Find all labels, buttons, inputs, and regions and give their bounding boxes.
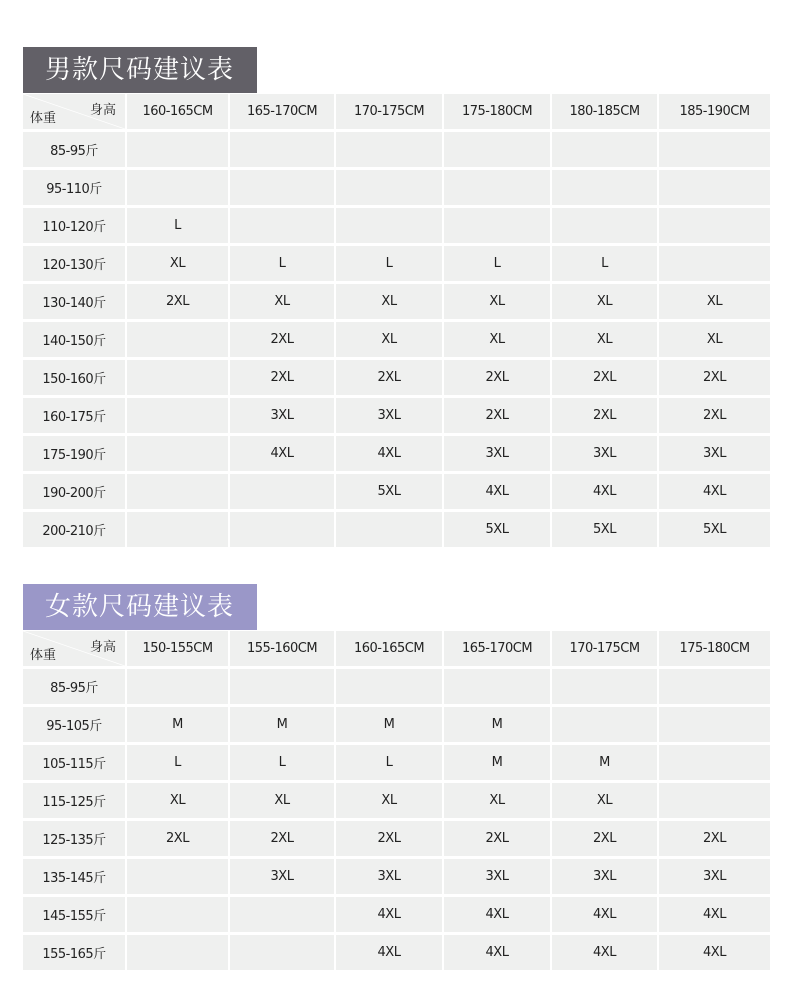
size-cell: 2XL (444, 398, 550, 433)
size-cell: 3XL (336, 398, 442, 433)
size-cell: 4XL (336, 935, 442, 970)
size-cell (127, 897, 228, 932)
weight-row-header: 105-115斤 (23, 745, 125, 780)
size-cell: 2XL (552, 821, 657, 856)
size-cell (127, 398, 228, 433)
size-cell: 3XL (230, 859, 334, 894)
size-cell (127, 512, 228, 547)
size-cell (230, 474, 334, 509)
size-cell: L (127, 745, 228, 780)
size-cell (127, 859, 228, 894)
size-cell: 2XL (659, 360, 770, 395)
size-cell: 2XL (127, 284, 228, 319)
size-cell: XL (659, 322, 770, 357)
size-cell (230, 669, 334, 704)
weight-row-header: 155-165斤 (23, 935, 125, 970)
size-cell: 5XL (552, 512, 657, 547)
size-cell: L (444, 246, 550, 281)
weight-row-header: 140-150斤 (23, 322, 125, 357)
size-cell: XL (336, 284, 442, 319)
size-cell (444, 170, 550, 205)
size-cell: XL (336, 783, 442, 818)
size-cell: M (444, 707, 550, 742)
size-cell: 4XL (444, 474, 550, 509)
size-cell (444, 669, 550, 704)
size-cell (659, 170, 770, 205)
size-cell (230, 935, 334, 970)
weight-label: 体重 (30, 648, 57, 663)
size-cell: 4XL (336, 897, 442, 932)
height-column-header: 155-160CM (230, 631, 334, 666)
size-cell: 5XL (659, 512, 770, 547)
height-column-header: 165-170CM (230, 94, 334, 129)
height-column-header: 150-155CM (127, 631, 228, 666)
size-cell: 2XL (444, 360, 550, 395)
corner-header-cell (23, 94, 125, 129)
size-cell (127, 474, 228, 509)
size-cell: 2XL (444, 821, 550, 856)
weight-row-header: 190-200斤 (23, 474, 125, 509)
size-cell (659, 783, 770, 818)
size-cell (127, 132, 228, 167)
weight-row-header: 150-160斤 (23, 360, 125, 395)
size-cell: 3XL (444, 436, 550, 471)
size-cell: M (230, 707, 334, 742)
weight-row-header: 125-135斤 (23, 821, 125, 856)
size-cell (552, 132, 657, 167)
size-cell (127, 669, 228, 704)
size-cell: XL (659, 284, 770, 319)
size-cell (659, 132, 770, 167)
height-column-header: 185-190CM (659, 94, 770, 129)
height-column-header: 170-175CM (336, 94, 442, 129)
size-cell: XL (444, 284, 550, 319)
size-cell: M (336, 707, 442, 742)
male-size-chart-title: 男款尺码建议表 (23, 47, 257, 93)
weight-row-header: 175-190斤 (23, 436, 125, 471)
size-cell (230, 512, 334, 547)
height-column-header: 165-170CM (444, 631, 550, 666)
weight-row-header: 130-140斤 (23, 284, 125, 319)
size-cell: 4XL (552, 935, 657, 970)
size-cell: 2XL (336, 821, 442, 856)
height-column-header: 175-180CM (444, 94, 550, 129)
size-cell: 2XL (127, 821, 228, 856)
size-cell: 5XL (444, 512, 550, 547)
size-cell: 4XL (444, 935, 550, 970)
size-cell (552, 208, 657, 243)
height-column-header: 160-165CM (127, 94, 228, 129)
size-cell: 4XL (659, 935, 770, 970)
size-cell (444, 132, 550, 167)
weight-label: 体重 (30, 111, 57, 126)
size-cell (444, 208, 550, 243)
size-cell (230, 897, 334, 932)
size-cell (552, 170, 657, 205)
size-cell (336, 208, 442, 243)
size-cell (659, 745, 770, 780)
size-cell: 4XL (336, 436, 442, 471)
size-cell: L (230, 246, 334, 281)
size-cell: XL (444, 783, 550, 818)
height-column-header: 160-165CM (336, 631, 442, 666)
size-cell: L (127, 208, 228, 243)
size-cell: XL (552, 284, 657, 319)
size-cell: 3XL (552, 436, 657, 471)
size-cell: 4XL (230, 436, 334, 471)
size-cell: XL (230, 284, 334, 319)
size-cell: 2XL (659, 398, 770, 433)
size-cell: 3XL (230, 398, 334, 433)
size-cell (230, 208, 334, 243)
size-cell: 4XL (659, 474, 770, 509)
size-cell: XL (552, 322, 657, 357)
size-cell: XL (230, 783, 334, 818)
size-cell: 4XL (659, 897, 770, 932)
size-cell: XL (444, 322, 550, 357)
size-cell (659, 669, 770, 704)
size-cell: 3XL (336, 859, 442, 894)
height-label: 身高 (89, 640, 116, 655)
weight-row-header: 160-175斤 (23, 398, 125, 433)
weight-row-header: 85-95斤 (23, 132, 125, 167)
size-cell: L (336, 745, 442, 780)
weight-row-header: 95-105斤 (23, 707, 125, 742)
size-cell: 2XL (230, 360, 334, 395)
height-column-header: 175-180CM (659, 631, 770, 666)
weight-row-header: 200-210斤 (23, 512, 125, 547)
height-column-header: 180-185CM (552, 94, 657, 129)
size-cell: 2XL (659, 821, 770, 856)
weight-row-header: 85-95斤 (23, 669, 125, 704)
weight-row-header: 95-110斤 (23, 170, 125, 205)
weight-row-header: 120-130斤 (23, 246, 125, 281)
size-cell: L (552, 246, 657, 281)
size-cell: 4XL (552, 897, 657, 932)
size-cell: 5XL (336, 474, 442, 509)
size-cell: M (444, 745, 550, 780)
size-cell: 4XL (552, 474, 657, 509)
weight-row-header: 145-155斤 (23, 897, 125, 932)
size-cell: M (552, 745, 657, 780)
size-cell: XL (552, 783, 657, 818)
size-cell: 3XL (444, 859, 550, 894)
female-size-table (23, 631, 766, 970)
size-cell (552, 669, 657, 704)
size-cell: 4XL (444, 897, 550, 932)
size-cell: M (127, 707, 228, 742)
size-cell (127, 436, 228, 471)
size-cell (230, 132, 334, 167)
size-cell (336, 132, 442, 167)
size-cell (659, 246, 770, 281)
weight-row-header: 115-125斤 (23, 783, 125, 818)
height-column-header: 170-175CM (552, 631, 657, 666)
size-cell: XL (127, 783, 228, 818)
size-cell (336, 512, 442, 547)
size-cell: XL (127, 246, 228, 281)
size-cell (127, 935, 228, 970)
size-cell: L (230, 745, 334, 780)
size-cell: XL (336, 322, 442, 357)
size-cell (127, 322, 228, 357)
size-cell: 3XL (659, 859, 770, 894)
size-cell (552, 707, 657, 742)
size-cell: 2XL (552, 360, 657, 395)
size-cell: 2XL (230, 322, 334, 357)
size-cell (659, 208, 770, 243)
size-cell: 3XL (552, 859, 657, 894)
size-cell (336, 669, 442, 704)
size-cell: L (336, 246, 442, 281)
weight-row-header: 135-145斤 (23, 859, 125, 894)
size-cell: 2XL (552, 398, 657, 433)
size-cell (127, 170, 228, 205)
size-cell (659, 707, 770, 742)
size-cell (127, 360, 228, 395)
size-cell: 3XL (659, 436, 770, 471)
male-size-table (23, 94, 766, 547)
height-label: 身高 (89, 103, 116, 118)
size-cell (336, 170, 442, 205)
corner-header-cell (23, 631, 125, 666)
weight-row-header: 110-120斤 (23, 208, 125, 243)
size-cell: 2XL (230, 821, 334, 856)
size-cell: 2XL (336, 360, 442, 395)
size-cell (230, 170, 334, 205)
female-size-chart-title: 女款尺码建议表 (23, 584, 257, 630)
